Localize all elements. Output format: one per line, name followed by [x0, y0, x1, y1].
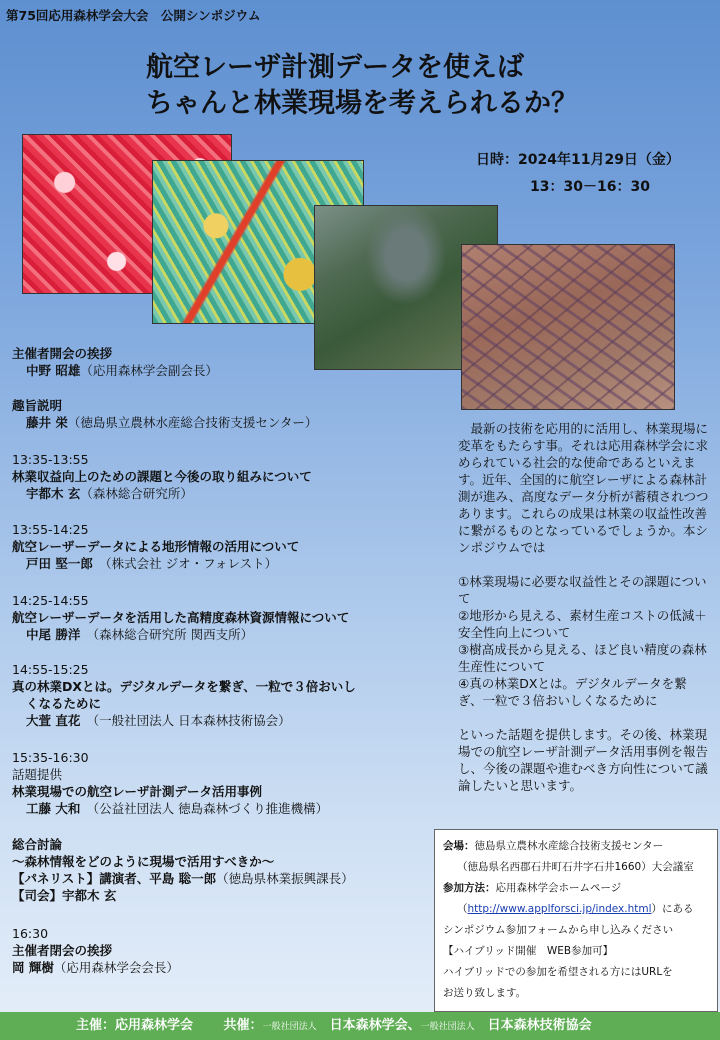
- speaker-name: 岡 輝樹: [12, 960, 54, 975]
- description-outro: といった話題を提供します。その後、林業現場での航空レーザ計測データ活用事例を報告し、今後の課題や進むべき方向性について議論したいと思います。: [458, 727, 709, 793]
- topic-item: ①林業現場に必要な収益性とその課題について: [458, 574, 707, 606]
- program-opening: [12, 345, 218, 379]
- program-discussion: [12, 836, 354, 904]
- speaker-affiliation: （応用森林学会副会長）: [80, 363, 218, 378]
- program-talk-4: [12, 661, 356, 729]
- topic-item: ④真の林業DXとは。デジタルデータを繋ぎ、一粒で３倍おいしくなるために: [458, 676, 687, 708]
- venue-address: （徳島県名西郡石井町石井字石井1660）大会議室: [457, 861, 694, 873]
- org-type-2: 一般社団法人: [420, 1022, 475, 1032]
- program-closing: [12, 925, 179, 976]
- panelist-label: 【パネリスト】講演者、平島 聡一郎: [12, 871, 217, 886]
- cohost-org-2: 日本森林技術協会: [487, 1018, 592, 1033]
- signup-form-text: シンポジウム参加フォームから申し込みください: [443, 924, 674, 936]
- speaker-affiliation: （応用森林学会会長）: [53, 960, 179, 975]
- program-time: 16:30: [12, 926, 49, 941]
- symposium-description: [458, 420, 710, 794]
- program-time: 14:55-15:25: [12, 662, 89, 677]
- program-sub: 話題提供: [12, 767, 63, 782]
- program-heading: 林業現場での航空レーザ計測データ活用事例: [12, 784, 263, 799]
- conference-name: 第75回応用森林学会大会 公開シンポジウム: [6, 8, 261, 23]
- program-time: 14:25-14:55: [12, 593, 89, 608]
- title-line-1: 航空レーザ計測データを使えば: [146, 52, 524, 83]
- speaker-affiliation: （一般社団法人 日本森林技術協会）: [92, 713, 291, 728]
- program-time: 13:55-14:25: [12, 522, 89, 537]
- signup-url-link[interactable]: http://www.applforsci.jp/index.html: [467, 903, 652, 915]
- program-heading: 航空レーザーデータによる地形情報の活用について: [12, 539, 300, 554]
- speaker-name: 中野 昭雄: [26, 363, 81, 378]
- url-paren-close: ）にある: [651, 903, 694, 915]
- topic-item: ③樹高成長から見える、ほど良い精度の森林生産性について: [458, 642, 707, 674]
- program-heading: 真の林業DXとは。デジタルデータを繋ぎ、一粒で３倍おいし: [12, 679, 356, 694]
- speaker-name: 中尾 勝洋: [26, 627, 81, 642]
- speaker-name: 工藤 大和: [26, 801, 81, 816]
- speaker-affiliation: （徳島県立農林水産総合技術支援センター）: [67, 415, 318, 430]
- speaker-name: 大萱 直花: [26, 713, 81, 728]
- program-talk-3: [12, 592, 349, 643]
- program-time: 13:35-13:55: [12, 452, 89, 467]
- program-purpose: [12, 397, 317, 431]
- program-talk-2: [12, 521, 299, 572]
- organizer-footer: [0, 1012, 720, 1040]
- venue-info-box: [434, 829, 718, 1012]
- org-type-1: 一般社団法人: [262, 1022, 317, 1032]
- event-datetime: [476, 147, 680, 201]
- program-heading: 林業収益向上のための課題と今後の取り組みについて: [12, 469, 312, 484]
- speaker-affiliation: （森林総合研究所 関西支所）: [92, 627, 254, 642]
- venue-label: 会場：: [443, 840, 475, 852]
- hybrid-note-2: お送り致します。: [443, 987, 527, 999]
- title-line-2: ちゃんと林業現場を考えられるか？: [146, 88, 578, 119]
- topic-item: ②地形から見える、素材生産コストの低減＋安全性向上について: [458, 608, 707, 640]
- cohost-label: 共催：: [223, 1018, 263, 1033]
- program-heading: 主催者閉会の挨拶: [12, 943, 113, 958]
- speaker-affiliation: （森林総合研究所）: [80, 486, 193, 501]
- speaker-affiliation: （株式会社 ジオ・フォレスト）: [105, 556, 278, 571]
- program-heading: 総合討論: [12, 837, 63, 852]
- chair-label: 【司会】宇都木 玄: [12, 888, 117, 903]
- hybrid-label: 【ハイブリッド開催 WEB参加可】: [443, 945, 614, 957]
- hybrid-note-1: ハイブリッドでの参加を希望される方にはURLを: [443, 966, 673, 978]
- program-time: 15:35-16:30: [12, 750, 89, 765]
- cohost-org-1: 日本森林学会、: [329, 1018, 421, 1033]
- program-talk-1: [12, 451, 312, 502]
- program-heading: 主催者開会の挨拶: [12, 346, 113, 361]
- url-paren-open: （: [457, 903, 468, 915]
- program-heading: 趣旨説明: [12, 398, 63, 413]
- program-case-study: [12, 749, 328, 817]
- program-heading: 航空レーザーデータを活用した高精度森林資源情報について: [12, 610, 350, 625]
- event-time: 13：30－16：30: [530, 179, 650, 195]
- page-title: [146, 50, 706, 122]
- relief-shaded-map-image: [461, 244, 675, 410]
- speaker-name: 宇都木 玄: [26, 486, 81, 501]
- speaker-name: 戸田 堅一郎: [26, 556, 93, 571]
- discussion-theme: ～森林情報をどのように現場で活用すべきか～: [12, 854, 275, 869]
- signup-method: 応用森林学会ホームページ: [495, 882, 622, 894]
- program-heading-cont: くなるために: [26, 696, 102, 711]
- description-intro: 最新の技術を応用的に活用し、林業現場に変革をもたらす事。それは応用森林学会に求められている社会的な使命であるといえます。近年、全国的に航空レーザによる森林計測が進み、高度なデータ分析が蓄積されつつあります。これらの成果は林業の収益性改善に繋がるものとなっているでしょうか。本シンポジウムでは: [458, 421, 709, 555]
- speaker-name: 藤井 栄: [26, 415, 68, 430]
- panelist-affiliation: （徳島県林業振興課長）: [216, 871, 354, 886]
- venue-place: 徳島県立農林水産総合技術支援センター: [474, 840, 664, 852]
- host-organizer: 主催：応用森林学会: [76, 1018, 194, 1033]
- speaker-affiliation: （公益社団法人 徳島森林づくり推進機構）: [92, 801, 329, 816]
- signup-label: 参加方法：: [443, 882, 496, 894]
- event-date: 日時：2024年11月29日（金）: [476, 152, 680, 168]
